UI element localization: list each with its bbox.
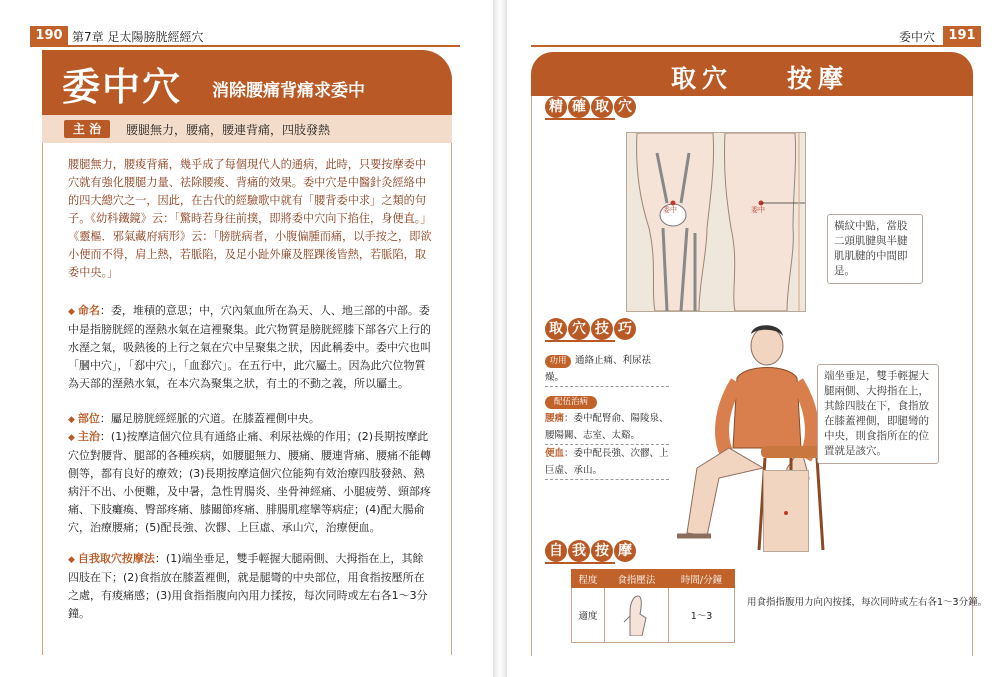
section-label: 自我取穴按摩法 bbox=[77, 552, 155, 565]
acupoint-dot bbox=[784, 511, 788, 515]
section-heading-self-massage bbox=[545, 540, 665, 566]
diamond-icon: ◆ bbox=[68, 433, 75, 443]
point-label: 委中 bbox=[663, 206, 677, 214]
header-rule bbox=[531, 45, 981, 47]
banner-right-text: 按摩 bbox=[787, 64, 850, 93]
section-label: 命名 bbox=[77, 304, 100, 317]
heading-char: 取 bbox=[591, 96, 613, 118]
heading-char: 取 bbox=[545, 318, 567, 340]
table-header: 食指壓法 bbox=[604, 570, 668, 588]
acupoint-banner bbox=[531, 52, 973, 96]
right-header bbox=[507, 26, 1000, 46]
heading-char: 技 bbox=[591, 318, 613, 340]
section-naming bbox=[68, 302, 434, 393]
table-header: 程度 bbox=[572, 570, 605, 588]
table-header-row bbox=[572, 570, 735, 588]
pairing-text: ：委中配長強、次髎、上巨虛、承山。 bbox=[545, 448, 669, 476]
section-self-massage bbox=[68, 550, 434, 623]
heading-underline bbox=[545, 118, 615, 120]
heading-char: 摩 bbox=[614, 540, 636, 562]
chapter-title: 委中穴 bbox=[899, 30, 936, 44]
heading-char: 確 bbox=[568, 96, 590, 118]
section-label: 部位 bbox=[77, 412, 100, 425]
heading-underline bbox=[545, 562, 615, 564]
knee-back-inset bbox=[763, 470, 809, 552]
pairing-row bbox=[545, 410, 669, 445]
knee-illustration bbox=[626, 132, 806, 312]
effect-row bbox=[545, 352, 669, 387]
pairing-text: ：委中配腎俞、陽陵泉、腰陽關、志室、太谿。 bbox=[545, 413, 669, 441]
indication-label: 主 治 bbox=[64, 120, 110, 138]
banner-left-text: 取穴 bbox=[671, 64, 734, 93]
section-label: 主治 bbox=[77, 430, 100, 443]
left-header bbox=[0, 26, 493, 46]
heading-char: 精 bbox=[545, 96, 567, 118]
technique-note: 端坐垂足，雙手輕握大腿兩側、大拇指在上，其餘四肢在下，食指放在膝蓋裡側，即腿彎的中央，則食指所在的位置就是該穴。 bbox=[817, 364, 939, 464]
title-bar bbox=[42, 50, 452, 115]
page-number-right: 191 bbox=[943, 26, 981, 46]
section-heading-precise bbox=[545, 96, 805, 122]
section-text: ：委，堆積的意思；中，穴內氣血所在為天、人、地三部的中部。委中是指膀胱經的溼熱水氣在這裡聚集。此穴物質是膀胱經膝下部各穴上行的水溼之氣，吸熱後的上行之氣在穴中呈聚集之狀，因此稱委中。委中穴也叫「膕中穴」，「郄中穴」，「血郄穴」。在五行中，此穴屬土。因為此穴位物質為天部的溼熱水氣，在本穴為聚集之狀，有土的不動之義，所以屬土。 bbox=[68, 304, 431, 390]
finger-press-cell bbox=[604, 588, 668, 643]
page-number-left: 190 bbox=[30, 26, 68, 46]
heading-char: 巧 bbox=[614, 318, 636, 340]
heading-char: 我 bbox=[568, 540, 590, 562]
pairing-tag-row bbox=[545, 393, 669, 410]
intro-paragraph: 腰腿無力，腰痠背痛，幾乎成了每個現代人的通病，此時，只要按摩委中穴就有強化腰腿力量、祛除腰痠、背痛的效果。委中穴是中醫針灸經絡中的四大總穴之一，因此，在古代的經驗歌中就有「腰背委中求」之類的句子。《幼科鐵鏡》云：「驚時若身往前撲，即將委中穴向下掐住，身便直。」《靈樞．邪氣藏府病形》云：「膀胱病者，小腹偏腫而痛，以手按之，即欲小便而不得，肩上熱，若脈陷，及足小趾外廉及脛踝後皆熱，若脈陷，取委中央。」 bbox=[68, 158, 432, 279]
heading-char: 穴 bbox=[568, 318, 590, 340]
point-label: 委中 bbox=[751, 206, 765, 214]
indication-text: 腰腿無力，腰痛，腰連背痛，四肢發熱 bbox=[126, 123, 331, 137]
page-title: 委中穴 bbox=[62, 65, 183, 109]
section-heading-technique bbox=[545, 318, 665, 344]
heading-char: 穴 bbox=[614, 96, 636, 118]
heading-char: 按 bbox=[591, 540, 613, 562]
table-row bbox=[572, 588, 735, 643]
header-rule bbox=[30, 45, 460, 47]
pairing-row bbox=[545, 445, 669, 480]
degree-cell: 適度 bbox=[572, 588, 605, 643]
book-gutter bbox=[493, 0, 507, 677]
pairing-tag: 配伍治病 bbox=[545, 396, 597, 409]
heading-underline bbox=[545, 340, 615, 342]
seated-figure-illustration bbox=[667, 318, 837, 554]
table-header: 時間/分鐘 bbox=[669, 570, 735, 588]
effect-tag: 功用 bbox=[545, 355, 571, 368]
chapter-title: 第7章 足太陽膀胱經經穴 bbox=[72, 30, 204, 44]
section-indications bbox=[68, 428, 434, 537]
pairing-label: 便血 bbox=[545, 448, 565, 459]
diamond-icon: ◆ bbox=[68, 555, 75, 565]
left-page bbox=[0, 0, 493, 677]
diamond-icon: ◆ bbox=[68, 415, 75, 425]
finger-press-icon bbox=[616, 592, 656, 636]
section-text: ：(1)按摩這個穴位具有通絡止痛、利尿祛燥的作用；(2)長期按摩此穴位對腰背、腿部的各種疾病，如腰腿無力、腰痛、腰連背痛、腰痛不能轉側等，都有良好的療效；(3)長期按摩這個穴位能夠有效治療四肢發熱、熱病汗不出、小便難，及中暑，急性胃腸炎、坐骨神經痛、小腿疲勞、頸部疼痛、下肢癱瘓、臀部疼痛、膝關節疼痛、腓腸肌痙攣等病症；(4)配大腸俞穴，治療腰痛；(5)配長強、次髎、上巨虛、承山穴，治療便血。 bbox=[68, 430, 431, 534]
time-cell: 1～3 bbox=[669, 588, 735, 643]
effect-text: 通絡止痛、利尿祛燥。 bbox=[545, 355, 652, 383]
diamond-icon: ◆ bbox=[68, 307, 75, 317]
heading-char: 自 bbox=[545, 540, 567, 562]
section-text: ：屬足膀胱經經脈的穴道。在膝蓋裡側中央。 bbox=[99, 412, 320, 425]
effect-box bbox=[545, 352, 669, 480]
massage-table bbox=[571, 569, 735, 643]
section-location bbox=[68, 410, 434, 429]
indication-box bbox=[42, 115, 452, 143]
knee-drawing bbox=[627, 133, 805, 311]
page-subtitle: 消除腰痛背痛求委中 bbox=[212, 81, 365, 101]
location-note: 橫紋中點，當股二頭肌腱與半腱肌肌腱的中間即是。 bbox=[827, 214, 923, 284]
right-page bbox=[507, 0, 1000, 677]
pairing-label: 腰痛 bbox=[545, 413, 565, 424]
massage-note: 用食指指腹用力向內按揉，每次同時或左右各1～3分鐘。 bbox=[747, 597, 988, 608]
section-text: ：(1)端坐垂足，雙手輕握大腿兩側、大拇指在上，其餘四肢在下；(2)食指放在膝蓋裡側，就是腿彎的中央部位，用食指按壓所在之處，有痠痛感；(3)用食指指腹向內用力揉按，每次同時或左右各1～3分鐘。 bbox=[68, 552, 428, 620]
